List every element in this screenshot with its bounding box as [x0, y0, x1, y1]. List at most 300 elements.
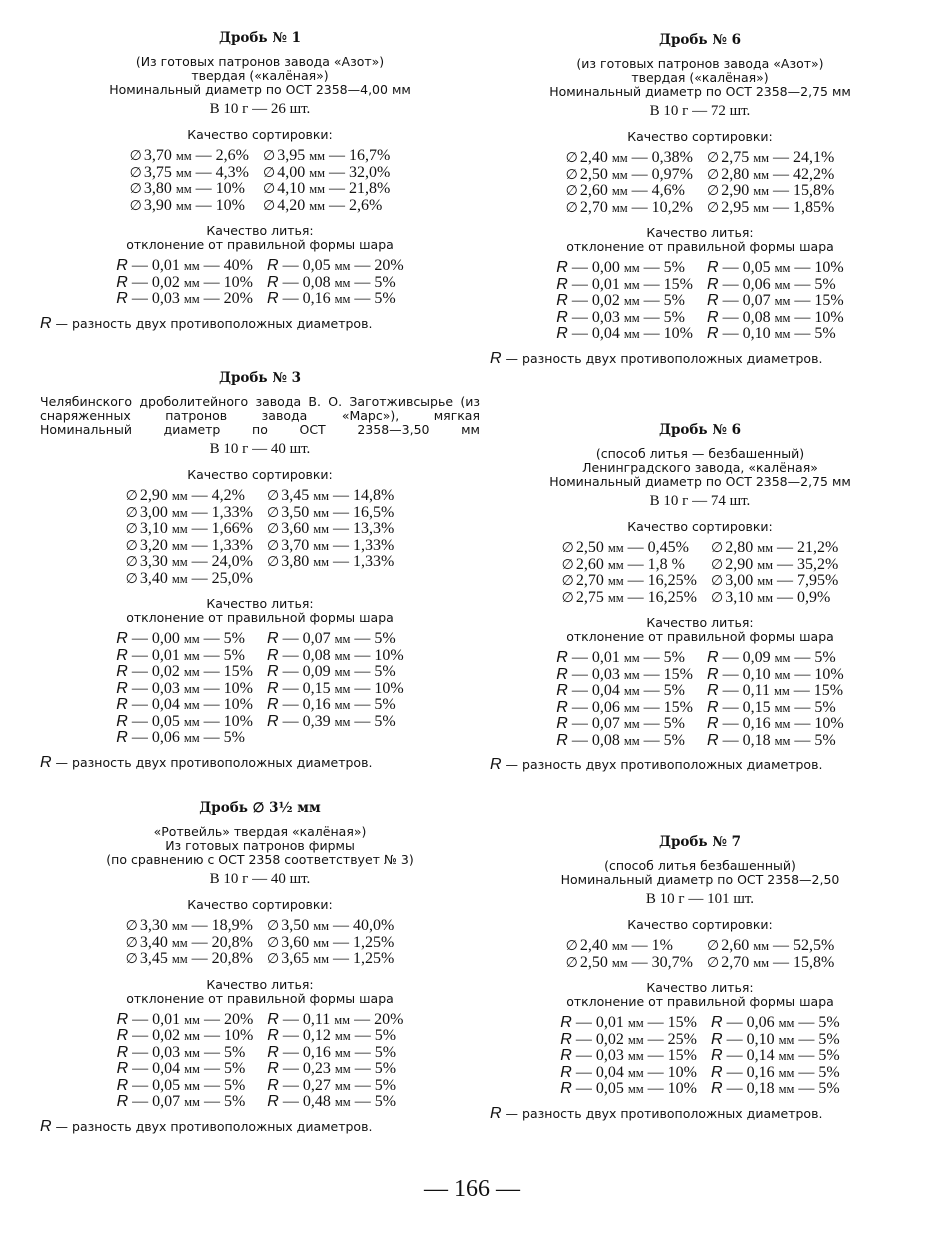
r-symbol: R [711, 1080, 723, 1097]
deviation-value: 0,08 [302, 646, 331, 664]
unit: мм [183, 648, 200, 663]
percent-value: 21,8% [349, 180, 391, 197]
unit: мм [171, 489, 188, 503]
unit: мм [774, 717, 791, 731]
unit: мм [175, 198, 192, 213]
diameter-icon: ∅ [711, 589, 724, 606]
percent-value: 1,8 % [647, 555, 685, 573]
section-description [40, 55, 480, 97]
diameter-value: 2,50 [575, 539, 604, 556]
dash: — [354, 1093, 371, 1110]
casting-entry [267, 1012, 403, 1029]
description-line: Номинальный диаметр по ОСТ 2358—3,50 мм [40, 422, 480, 437]
diameter-value: 3,30 [139, 917, 168, 934]
dash: — [571, 698, 588, 716]
deviation-value: 0,05 [742, 259, 771, 276]
deviation-value: 0,15 [302, 679, 331, 697]
dash: — [329, 163, 346, 181]
unit: мм [313, 919, 330, 933]
r-definition-note [490, 1106, 910, 1121]
casting-entry [707, 650, 844, 667]
casting-entry [117, 1061, 254, 1078]
percent-value: 5% [663, 292, 685, 309]
pellet-count: В 10 г — 26 шт. [209, 101, 311, 117]
sorting-entry [267, 505, 394, 522]
percent-value: 5% [814, 275, 836, 293]
dash: — [726, 1080, 743, 1097]
sorting-entry [267, 521, 394, 538]
r-definition-note [490, 757, 910, 772]
dash: — [777, 539, 794, 556]
percent-value: 15% [663, 665, 693, 683]
dash: — [191, 950, 208, 967]
sorting-entry [126, 488, 253, 505]
deviation-value: 0,03 [151, 679, 180, 697]
r-symbol: R [267, 712, 279, 730]
deviation-value: 0,15 [742, 698, 771, 716]
r-symbol: R [116, 273, 128, 291]
percent-value: 42,2% [793, 165, 835, 183]
dash: — [643, 649, 660, 666]
section-description [490, 859, 910, 887]
dash: — [722, 275, 739, 293]
r-symbol: R [556, 325, 568, 342]
diameter-value: 2,40 [579, 937, 608, 954]
dash: — [722, 682, 739, 699]
sorting-entry [263, 198, 390, 215]
percent-value: 40% [223, 257, 253, 274]
percent-value: 16,25% [647, 588, 697, 606]
dash: — [571, 715, 588, 732]
deviation-value: 0,02 [151, 273, 180, 291]
dash: — [203, 663, 220, 680]
dash: — [726, 1063, 743, 1081]
percent-value: 5% [818, 1047, 840, 1064]
note-text: разность двух противоположных диаметров. [72, 1118, 373, 1134]
percent-value: 5% [223, 630, 245, 647]
casting-entry [556, 733, 693, 750]
deviation-value: 0,09 [302, 663, 331, 680]
unit: мм [184, 1078, 200, 1093]
r-symbol: R [556, 259, 568, 276]
dash: — [794, 308, 811, 326]
diameter-icon: ∅ [263, 181, 276, 197]
sorting-entry [707, 183, 834, 200]
dash: — [722, 665, 739, 683]
dash: — [643, 308, 660, 326]
diameter-icon: ∅ [267, 951, 280, 967]
percent-value: 5% [374, 1093, 397, 1110]
casting-quality-heading: Качество литья: [206, 976, 314, 992]
description-line: (из готовых патронов завода «Азот») [576, 56, 824, 71]
unit: мм [175, 165, 192, 180]
dash: — [132, 1043, 149, 1061]
unit: мм [611, 939, 628, 953]
deviation-value: 0,06 [746, 1014, 775, 1031]
casting-entry [267, 275, 404, 292]
r-definition-note [40, 316, 480, 331]
percent-value: 5% [663, 259, 685, 276]
percent-value: 5% [814, 698, 836, 716]
dash: — [631, 198, 648, 216]
dash: — [329, 147, 346, 164]
dash: — [203, 1043, 220, 1061]
dash: — [643, 731, 660, 749]
dash: — [131, 679, 148, 697]
section-title: Дробь № 3 [218, 370, 302, 386]
unit: мм [607, 557, 624, 572]
diameter-value: 3,45 [139, 950, 168, 967]
diameter-value: 2,60 [721, 937, 750, 954]
percent-value: 5% [374, 1043, 397, 1061]
sorting-entry [126, 554, 253, 571]
casting-entry [267, 1028, 403, 1045]
sorting-entry [711, 590, 838, 607]
dash: — [354, 290, 371, 307]
r-symbol: R [560, 1014, 572, 1031]
sorting-entry [566, 183, 693, 200]
diameter-icon: ∅ [565, 199, 578, 216]
dash: — [191, 569, 208, 587]
diameter-icon: ∅ [263, 164, 276, 181]
diameter-icon: ∅ [125, 918, 138, 934]
unit: мм [623, 700, 640, 715]
dash: — [643, 259, 660, 276]
r-symbol: R [116, 1027, 129, 1044]
dash: — [191, 536, 208, 554]
casting-entry [267, 1078, 403, 1095]
casting-deviation-subheading: отклонение от правильной формы шара [126, 990, 394, 1006]
percent-value: 10% [814, 259, 844, 276]
unit: мм [183, 698, 200, 712]
diameter-value: 3,45 [281, 487, 310, 504]
percent-value: 10% [814, 665, 844, 683]
section-description [40, 395, 480, 437]
sorting-entry [562, 590, 697, 607]
casting-quality-heading: Качество литья: [646, 615, 754, 630]
sorting-entry [562, 573, 697, 590]
dash: — [571, 259, 588, 276]
casting-entry [267, 1061, 403, 1078]
percent-value: 5% [663, 715, 685, 732]
casting-entry [117, 1012, 254, 1029]
percent-value: 20,8% [211, 933, 253, 951]
percent-value: 16,5% [353, 503, 395, 521]
section-drob-7 [490, 834, 910, 1121]
percent-value: 1,33% [211, 503, 253, 521]
diameter-value: 2,70 [579, 198, 608, 216]
diameter-icon: ∅ [565, 150, 578, 166]
r-symbol: R [40, 314, 52, 332]
percent-value: 14,8% [353, 487, 395, 504]
r-symbol: R [116, 1010, 129, 1028]
sorting-entry [126, 935, 253, 952]
casting-entry [267, 631, 404, 648]
dash: — [282, 1010, 299, 1028]
r-symbol: R [560, 1080, 572, 1097]
description-line: (способ литья — безбашенный) [595, 446, 805, 461]
percent-value: 15,8% [793, 182, 835, 199]
dash: — [191, 503, 208, 521]
diameter-icon: ∅ [125, 570, 138, 587]
percent-value: 52,5% [793, 937, 835, 954]
r-symbol: R [116, 290, 128, 307]
casting-quality-heading: Качество литья: [206, 223, 314, 238]
dash: — [773, 953, 790, 971]
unit: мм [309, 149, 326, 163]
unit: мм [334, 1062, 351, 1076]
dash: — [647, 1080, 664, 1097]
unit: мм [334, 698, 351, 712]
deviation-value: 0,18 [746, 1080, 775, 1097]
percent-value: 5% [374, 1060, 397, 1077]
r-symbol: R [267, 646, 279, 664]
unit: мм [757, 557, 774, 572]
percent-value: 5% [663, 731, 685, 749]
dash: — [132, 1010, 149, 1028]
casting-entry [267, 681, 404, 698]
deviation-value: 0,02 [595, 1030, 624, 1048]
casting-entry [116, 714, 253, 731]
dash: — [195, 180, 212, 197]
dash: — [794, 698, 811, 716]
dash: — [722, 731, 739, 749]
dash: — [794, 325, 811, 342]
percent-value: 40,0% [353, 917, 395, 934]
casting-entry [556, 667, 693, 684]
casting-entry [711, 1048, 840, 1065]
r-definition-note [40, 1119, 480, 1134]
casting-entry [267, 697, 404, 714]
unit: мм [171, 522, 188, 536]
diameter-icon: ∅ [267, 934, 280, 951]
pellet-count: В 10 г — 101 шт. [645, 891, 755, 907]
sorting-entry [707, 167, 834, 184]
sorting-entry [566, 938, 693, 955]
casting-entry [116, 291, 253, 308]
deviation-value: 0,05 [151, 712, 180, 730]
unit: мм [175, 182, 192, 196]
casting-entry [556, 650, 693, 667]
unit: мм [334, 648, 351, 663]
unit: мм [184, 1095, 200, 1109]
dash: — [643, 715, 660, 732]
unit: мм [627, 1065, 644, 1080]
dash: — [794, 292, 811, 309]
percent-value: 20% [374, 257, 404, 274]
unit: мм [623, 667, 640, 682]
dash: — [333, 503, 350, 521]
percent-value: 15% [814, 292, 844, 309]
dash: — [773, 198, 790, 216]
deviation-value: 0,08 [591, 731, 620, 749]
deviation-value: 0,01 [151, 646, 180, 664]
section-title: Дробь № 6 [658, 32, 742, 48]
diameter-icon: ∅ [125, 521, 138, 537]
dash: — [55, 754, 69, 770]
percent-value: 5% [223, 729, 245, 746]
deviation-value: 0,39 [302, 712, 331, 730]
percent-value: 10% [814, 715, 844, 732]
description-line: Номинальный диаметр по ОСТ 2358—2,75 мм [549, 84, 851, 99]
dash: — [333, 917, 350, 934]
unit: мм [313, 489, 330, 503]
unit: мм [334, 1078, 351, 1093]
unit: мм [778, 1049, 795, 1063]
diameter-value: 2,95 [721, 198, 750, 216]
deviation-value: 0,01 [595, 1014, 624, 1031]
percent-value: 1,66% [211, 520, 253, 537]
deviation-value: 0,48 [302, 1093, 331, 1110]
r-symbol: R [556, 308, 568, 326]
unit: мм [334, 714, 351, 729]
r-symbol: R [116, 663, 128, 680]
sorting-entry [566, 167, 693, 184]
percent-value: 0,9% [797, 588, 831, 606]
deviation-value: 0,03 [152, 1043, 181, 1061]
dash: — [282, 1093, 299, 1110]
dash: — [203, 646, 220, 664]
unit: мм [627, 1082, 644, 1096]
percent-value: 20% [374, 1010, 404, 1028]
casting-entry [707, 260, 844, 277]
diameter-icon: ∅ [267, 488, 280, 504]
deviation-value: 0,16 [746, 1063, 775, 1081]
diameter-value: 3,00 [725, 572, 754, 589]
r-symbol: R [560, 1063, 572, 1081]
deviation-value: 0,07 [152, 1093, 181, 1110]
deviation-value: 0,03 [591, 308, 620, 326]
unit: мм [183, 665, 200, 679]
unit: мм [334, 259, 351, 273]
dash: — [132, 1027, 149, 1044]
percent-value: 4,3% [215, 163, 249, 181]
casting-table [556, 650, 843, 749]
unit: мм [334, 632, 351, 646]
diameter-value: 2,75 [721, 149, 750, 166]
dash: — [329, 196, 346, 214]
dash: — [575, 1047, 592, 1064]
unit: мм [184, 1062, 200, 1076]
r-symbol: R [267, 663, 279, 680]
deviation-value: 0,03 [595, 1047, 624, 1064]
diameter-icon: ∅ [565, 183, 578, 199]
unit: мм [171, 935, 188, 950]
description-line: Ленинградского завода, «калёная» [582, 460, 818, 475]
unit: мм [175, 149, 192, 163]
casting-entry [707, 716, 844, 733]
diameter-icon: ∅ [267, 504, 280, 521]
deviation-value: 0,04 [591, 325, 620, 342]
diameter-value: 3,60 [281, 520, 310, 537]
description-line: (Из готовых патронов завода «Азот») [135, 54, 385, 69]
sorting-entry [126, 571, 253, 588]
percent-value: 5% [663, 649, 685, 666]
unit: мм [183, 632, 200, 646]
casting-entry [116, 631, 253, 648]
sorting-entry [707, 200, 834, 217]
r-symbol: R [40, 1117, 52, 1135]
diameter-icon: ∅ [707, 166, 720, 183]
unit: мм [623, 294, 640, 308]
diameter-icon: ∅ [707, 183, 720, 199]
percent-value: 5% [223, 1043, 246, 1061]
casting-entry [560, 1048, 697, 1065]
dash: — [798, 1030, 815, 1048]
percent-value: 10% [223, 712, 253, 730]
percent-value: 10,2% [651, 198, 693, 216]
dash: — [798, 1014, 815, 1031]
casting-entry [707, 277, 844, 294]
diameter-icon: ∅ [707, 938, 720, 954]
r-symbol: R [116, 696, 128, 713]
dash: — [631, 937, 648, 954]
unit: мм [171, 505, 188, 520]
unit: мм [778, 1082, 795, 1096]
sorting-entry [267, 488, 394, 505]
dash: — [571, 292, 588, 309]
dash: — [203, 290, 220, 307]
dash: — [726, 1014, 743, 1031]
diameter-value: 4,20 [277, 196, 306, 214]
unit: мм [313, 522, 330, 536]
casting-entry [711, 1015, 840, 1032]
percent-value: 4,2% [211, 487, 245, 504]
diameter-icon: ∅ [561, 556, 574, 573]
diameter-value: 3,70 [281, 536, 310, 554]
unit: мм [774, 733, 791, 748]
sorting-entry [267, 538, 394, 555]
r-symbol: R [267, 1076, 279, 1094]
r-symbol: R [711, 1047, 723, 1064]
unit: мм [611, 955, 628, 970]
casting-entry [117, 1028, 254, 1045]
diameter-icon: ∅ [565, 938, 578, 954]
dash: — [333, 520, 350, 537]
unit: мм [607, 541, 624, 555]
r-symbol: R [267, 679, 279, 697]
unit: мм [623, 733, 640, 748]
r-symbol: R [707, 682, 719, 699]
unit: мм [774, 294, 791, 308]
percent-value: 10% [667, 1063, 697, 1081]
casting-entry [267, 648, 404, 665]
unit: мм [171, 538, 188, 553]
note-text: разность двух противоположных диаметров. [522, 757, 823, 772]
dash: — [282, 630, 299, 647]
sorting-entry [566, 200, 693, 217]
percent-value: 5% [814, 325, 836, 342]
casting-quality-heading: Качество литья: [646, 225, 754, 240]
dash: — [282, 1027, 299, 1044]
r-symbol: R [267, 696, 279, 713]
percent-value: 5% [818, 1030, 840, 1048]
description-line: (способ литья безбашенный) [604, 858, 796, 873]
unit: мм [611, 151, 628, 165]
unit: мм [753, 200, 770, 215]
casting-table [560, 1015, 839, 1098]
diameter-icon: ∅ [129, 181, 142, 197]
dash: — [282, 1043, 299, 1061]
casting-quality-heading: Качество литья: [206, 596, 314, 611]
casting-entry [711, 1065, 840, 1082]
sorting-quality-heading: Качество сортировки: [627, 917, 773, 932]
unit: мм [183, 714, 200, 729]
sorting-entry [130, 181, 249, 198]
diameter-icon: ∅ [561, 540, 574, 556]
dash: — [329, 180, 346, 197]
casting-entry [267, 714, 404, 731]
